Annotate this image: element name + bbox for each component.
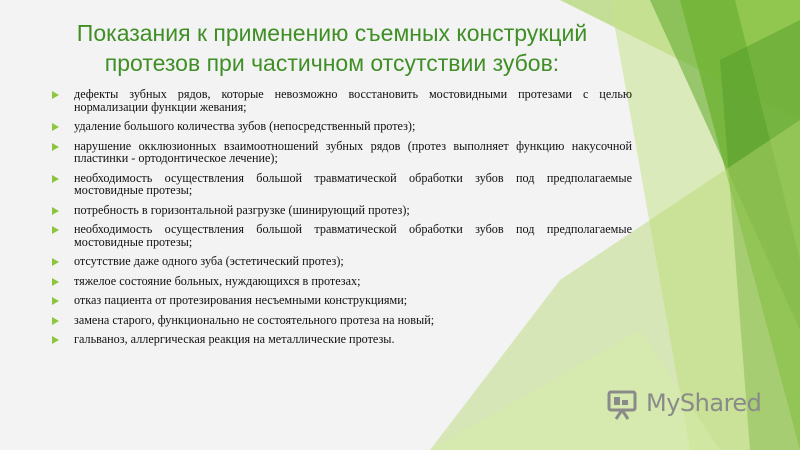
list-item: дефекты зубных рядов, которые невозможно восстановить мостовидными протезами с целью нормализации функции жевания; <box>52 88 632 113</box>
bullet-arrow-icon <box>52 336 59 344</box>
bullet-arrow-icon <box>52 91 59 99</box>
list-item: отсутствие даже одного зуба (эстетический протез); <box>52 255 632 268</box>
list-item: отказ пациента от протезирования несъемными конструкциями; <box>52 294 632 307</box>
bullet-arrow-icon <box>52 226 59 234</box>
list-item: тяжелое состояние больных, нуждающихся в протезах; <box>52 275 632 288</box>
myshared-watermark <box>606 388 776 422</box>
presentation-board-icon <box>606 390 640 420</box>
bullet-arrow-icon <box>52 297 59 305</box>
list-item: замена старого, функционально не состоятельного протеза на новый; <box>52 314 632 327</box>
list-item: необходимость осуществления большой травматической обработки зубов под предполагаемые мостовидные протезы; <box>52 223 632 248</box>
bullet-arrow-icon <box>52 143 59 151</box>
bullet-arrow-icon <box>52 207 59 215</box>
indication-list <box>52 88 632 353</box>
bullet-arrow-icon <box>52 175 59 183</box>
list-item: нарушение окклюзионных взаимоотношений зубных рядов (протез выполняет функцию накусочной пластинки - ортодонтическое лечение); <box>52 140 632 165</box>
bullet-arrow-icon <box>52 278 59 286</box>
bullet-arrow-icon <box>52 317 59 325</box>
list-item: гальваноз, аллергическая реакция на металлические протезы. <box>52 333 632 346</box>
list-item: необходимость осуществления большой травматической обработки зубов под предполагаемые мостовидные протезы; <box>52 172 632 197</box>
bullet-arrow-icon <box>52 123 59 131</box>
slide-title: Показания к применению съемных конструкций протезов при частичном отсутствии зубов: <box>76 20 588 76</box>
list-item: потребность в горизонтальной разгрузке (шинирующий протез); <box>52 204 632 217</box>
bullet-arrow-icon <box>52 258 59 266</box>
list-item: удаление большого количества зубов (непосредственный протез); <box>52 120 632 133</box>
watermark-text: MyShared <box>646 389 762 417</box>
